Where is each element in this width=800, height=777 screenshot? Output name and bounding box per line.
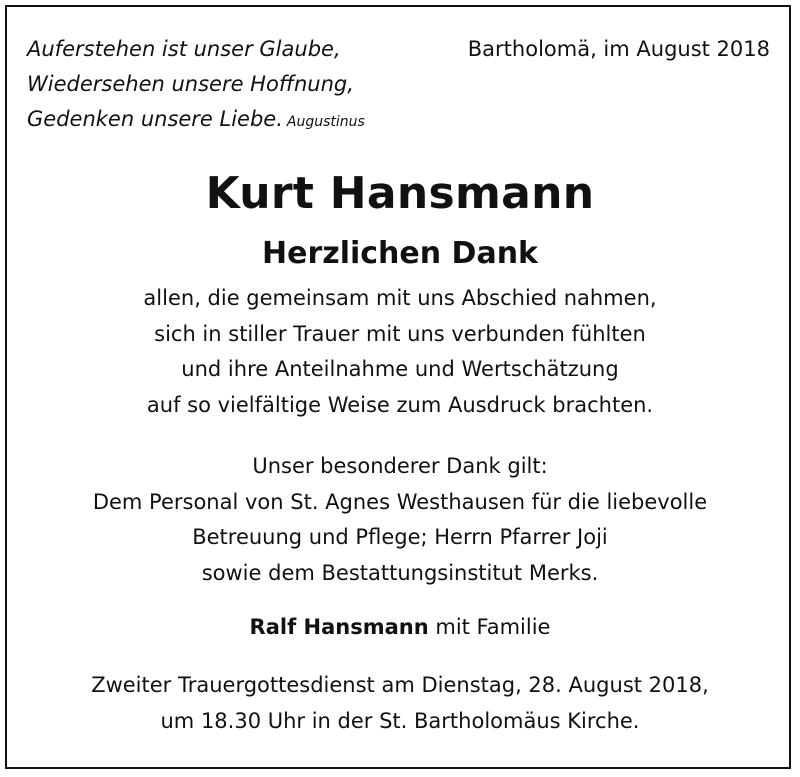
special-thanks-line: Dem Personal von St. Agnes Westhausen für die liebevolle (92, 489, 708, 514)
signature-suffix: mit Familie (435, 615, 551, 639)
thanks-line: auf so vielfältige Weise zum Ausdruck brachten. (146, 392, 654, 417)
thanks-line: sich in stiller Trauer mit uns verbunden fühlten (154, 321, 646, 346)
special-thanks-line: Unser besonderer Dank gilt: (252, 454, 548, 478)
thanks-line: und ihre Anteilnahme und Wertschätzung (181, 357, 619, 381)
thanks-paragraph (0, 281, 800, 423)
special-thanks-paragraph (0, 449, 800, 591)
deceased-name: Kurt Hansmann (205, 168, 595, 219)
quote-line-3-text: Gedenken unsere Liebe. (27, 107, 283, 131)
service-line: Zweiter Trauergottesdienst am Dienstag, 28. August 2018, (91, 673, 709, 697)
place-and-date: Bartholomä, im August 2018 (467, 37, 770, 61)
memorial-quote (27, 32, 365, 140)
signature-line (0, 610, 800, 645)
service-line: um 18.30 Uhr in der St. Bartholomäus Kirche. (160, 708, 640, 733)
quote-line-3 (27, 102, 365, 140)
quote-line-2: Wiedersehen unsere Hoffnung, (27, 72, 354, 96)
thanks-heading: Herzlichen Dank (261, 236, 539, 271)
thanks-line: allen, die gemeinsam mit uns Abschied nahmen, (143, 286, 657, 310)
signature-name: Ralf Hansmann (249, 615, 429, 639)
special-thanks-line: sowie dem Bestattungsinstitut Merks. (201, 560, 599, 585)
quote-author: Augustinus (286, 114, 365, 130)
quote-line-1: Auferstehen ist unser Glaube, (27, 37, 341, 61)
special-thanks-line: Betreuung und Pflege; Herrn Pfarrer Joji (192, 525, 608, 549)
service-announcement (0, 668, 800, 739)
